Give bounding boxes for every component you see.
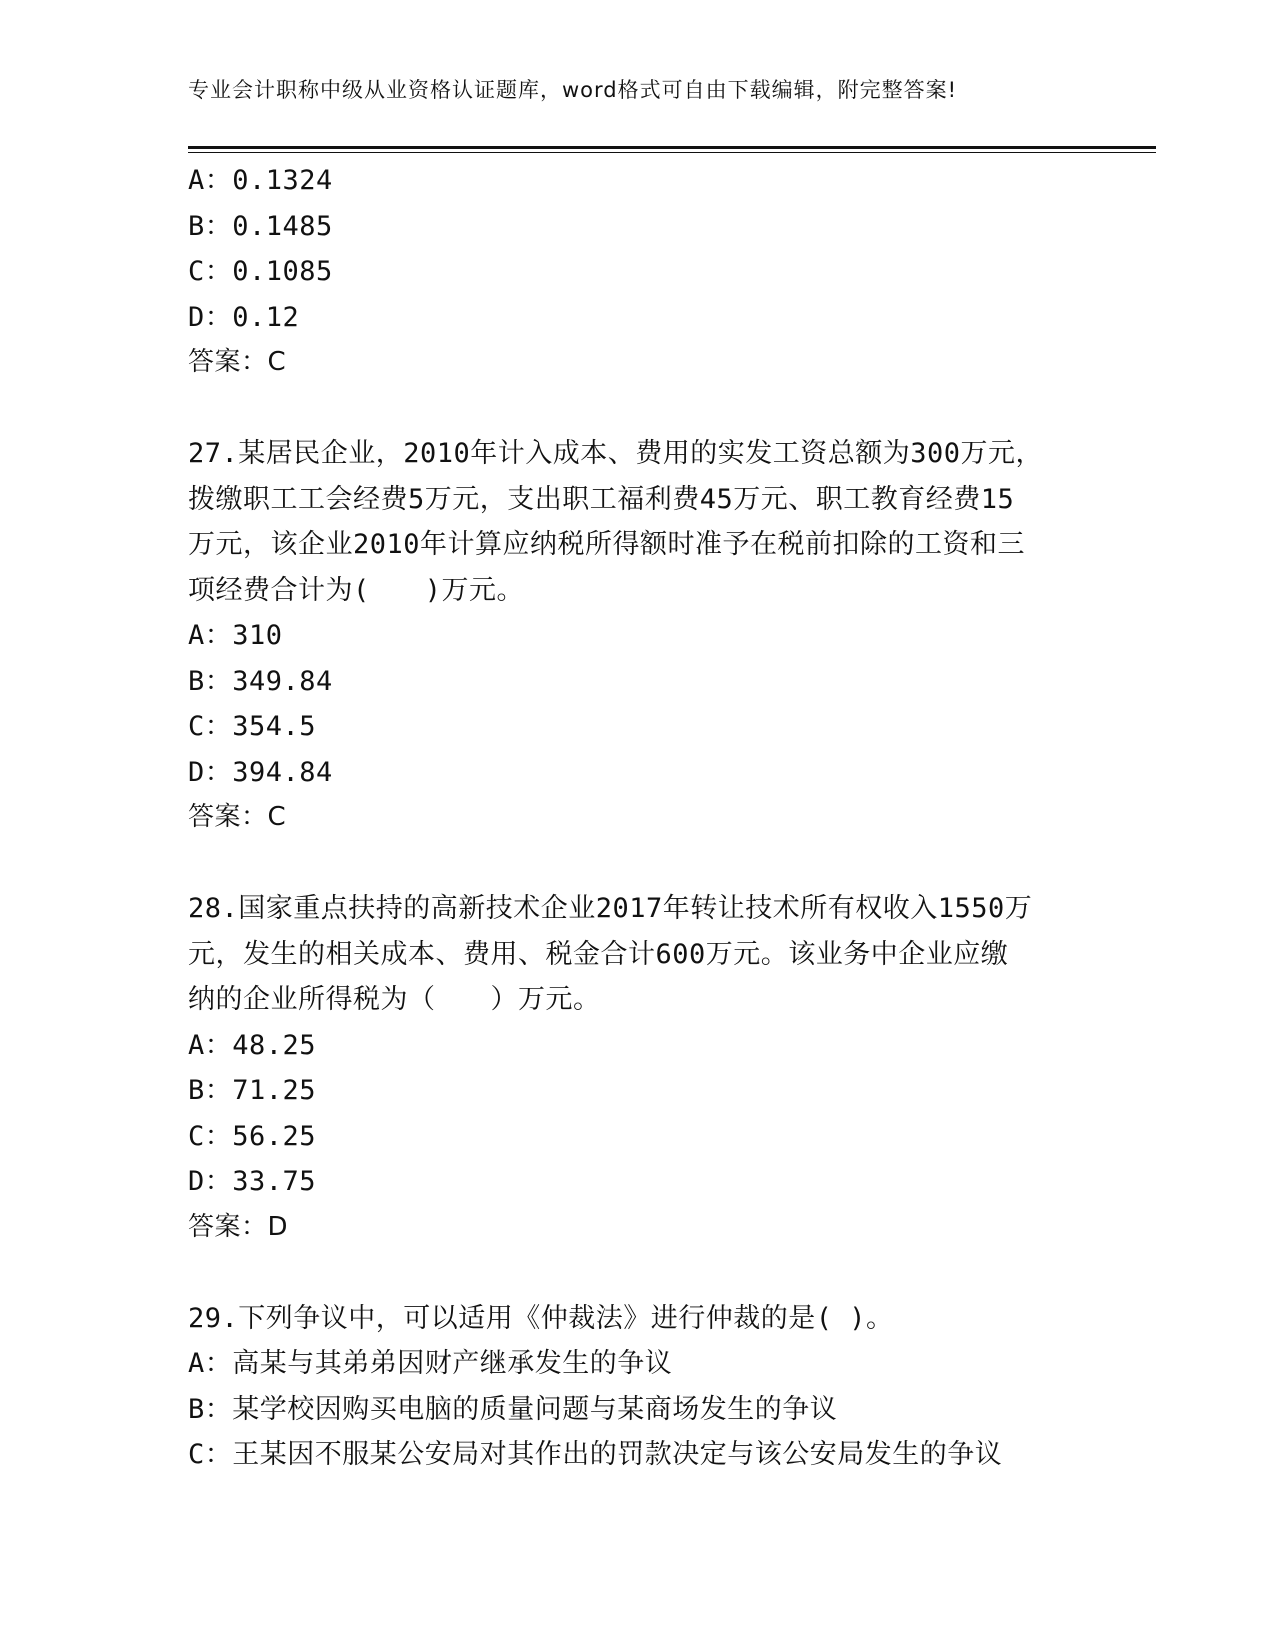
option-d: D：0.12	[188, 301, 300, 333]
answer: 答案：D	[188, 1211, 289, 1242]
question-stem-line: 29.下列争议中，可以适用《仲裁法》进行仲裁的是( )。	[188, 1302, 894, 1334]
question-stem-line: 元，发生的相关成本、费用、税金合计600万元。该业务中企业应缴	[188, 938, 1009, 970]
question-stem-line: 拨缴职工工会经费5万元，支出职工福利费45万元、职工教育经费15	[188, 483, 1015, 515]
document-body	[188, 158, 1108, 1478]
option-c: C：王某因不服某公安局对其作出的罚款决定与该公安局发生的争议	[188, 1439, 1003, 1470]
question-stem-line: 项经费合计为( )万元。	[188, 574, 525, 606]
option-d: D：394.84	[188, 756, 333, 788]
option-c: C：0.1085	[188, 256, 333, 287]
spacer	[188, 386, 1108, 432]
page-header: 专业会计职称中级从业资格认证题库，word格式可自由下载编辑，附完整答案!	[188, 78, 958, 102]
option-d: D：33.75	[188, 1166, 317, 1197]
spacer	[188, 1250, 1108, 1296]
option-c: C：354.5	[188, 711, 317, 742]
answer: 答案：C	[188, 347, 287, 377]
option-a: A：310	[188, 620, 283, 651]
option-b: B：0.1485	[188, 210, 333, 242]
answer: 答案：C	[188, 802, 287, 832]
option-a: A：48.25	[188, 1029, 317, 1061]
option-a: A：0.1324	[188, 165, 333, 196]
question-stem-line: 27.某居民企业，2010年计入成本、费用的实发工资总额为300万元，	[188, 438, 1044, 469]
header-rule-thick	[188, 146, 1156, 149]
option-b: B：某学校因购买电脑的质量问题与某商场发生的争议	[188, 1393, 838, 1425]
option-b: B：349.84	[188, 665, 333, 697]
header-rule-thin	[188, 152, 1156, 153]
question-stem-line: 纳的企业所得税为（ ）万元。	[188, 984, 601, 1015]
spacer	[188, 841, 1108, 887]
question-block-28	[188, 886, 1108, 1250]
question-block-29	[188, 1296, 1108, 1478]
question-stem-line: 28.国家重点扶持的高新技术企业2017年转让技术所有权收入1550万	[188, 893, 1033, 924]
question-stem-line: 万元，该企业2010年计算应纳税所得额时准予在税前扣除的工资和三	[188, 529, 1026, 560]
question-block-26	[188, 158, 1108, 386]
question-block-27	[188, 431, 1108, 841]
option-c: C：56.25	[188, 1120, 317, 1152]
option-a: A：高某与其弟弟因财产继承发生的争议	[188, 1348, 673, 1379]
option-b: B：71.25	[188, 1075, 317, 1106]
